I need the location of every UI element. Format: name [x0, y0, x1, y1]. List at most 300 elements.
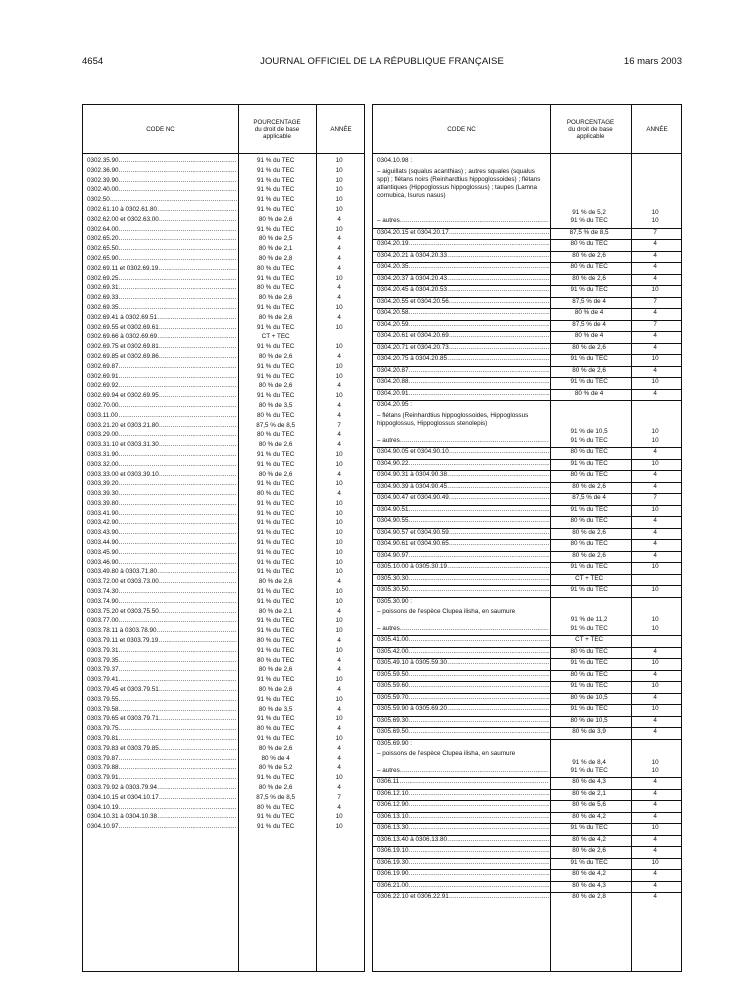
- page-header: [82, 56, 682, 70]
- header-code: CODE NC: [447, 125, 476, 133]
- table-row: [83, 343, 364, 353]
- cell-percentage: 91 % de 5,2: [572, 209, 606, 216]
- cell-year: [629, 157, 681, 168]
- cell-percentage: [549, 401, 629, 412]
- cell-code: 0302.62.00 et 0302.63.00 ……………………………………………………………………………………: [83, 216, 237, 226]
- table-row: [373, 217, 681, 228]
- cell-year: 4: [653, 789, 657, 797]
- cell-year: 10: [335, 646, 343, 654]
- cell-code: 0302.64.00 ……………………………………………………………………………………: [83, 226, 237, 236]
- table-row: [373, 505, 681, 517]
- cell-year: 10: [651, 705, 659, 713]
- cell-percentage: 80 % du TEC: [570, 670, 608, 678]
- table-row: [373, 528, 681, 540]
- cell-code: 0302.69.31 ……………………………………………………………………………………: [83, 284, 237, 294]
- cell-year: 4: [337, 352, 341, 360]
- table-row: [83, 686, 364, 696]
- cell-year: 4: [337, 264, 341, 272]
- cell-code: 0304.90.55 ……………………………………………………………………………………: [373, 517, 549, 528]
- cell-year: 4: [337, 666, 341, 674]
- cell-percentage: 91 % du TEC: [256, 735, 295, 743]
- cell-year: 10: [335, 558, 343, 566]
- cell-code: 0303.79.58 ……………………………………………………………………………………: [83, 706, 237, 716]
- cell-code: 0306.22.10 et 0306.22.91 ……………………………………………………………………………………: [373, 893, 549, 904]
- table-row: [373, 739, 681, 751]
- cell-code: 0303.32.00 ……………………………………………………………………………………: [83, 461, 237, 471]
- cell-year: 4: [653, 835, 657, 843]
- table-row: [373, 670, 681, 682]
- cell-code: 0302.39.90 ……………………………………………………………………………………: [83, 177, 237, 187]
- cell-year: 4: [337, 784, 341, 791]
- cell-code: 0304.90.39 à 0304.90.45 ……………………………………………………………………………………: [373, 483, 549, 494]
- table-row: [83, 598, 364, 608]
- cell-code: 0304.20.88 ……………………………………………………………………………………: [373, 378, 549, 389]
- table-row: [373, 777, 681, 789]
- cell-percentage: 80 % de 10,5: [570, 716, 608, 724]
- cell-percentage: 91 % du TEC: [256, 225, 295, 233]
- cell-percentage: 80 % du TEC: [570, 647, 608, 655]
- cell-code: 0306.13.40 à 0306.13.80 ……………………………………………………………………………………: [373, 836, 549, 847]
- cell-percentage: 80 % de 3,5: [258, 705, 293, 713]
- cell-year: 4: [653, 343, 657, 351]
- table-row: [83, 823, 364, 833]
- table-row: [83, 471, 364, 481]
- cell-code: 0303.79.83 et 0303.79.85 ……………………………………………………………………………………: [83, 745, 237, 755]
- cell-code: 0302.69.85 et 0302.69.86 ……………………………………………………………………………………: [83, 353, 237, 363]
- cell-year: 10: [651, 758, 659, 766]
- cell-percentage: 80 % de 2,6: [572, 528, 606, 536]
- cell-percentage: 80 % de 4: [574, 332, 604, 340]
- cell-percentage: 91 % du TEC: [570, 766, 608, 774]
- cell-percentage: 91 % du TEC: [256, 362, 295, 370]
- cell-year: 4: [337, 382, 341, 390]
- cell-percentage: 80 % de 2,8: [572, 893, 606, 901]
- cell-code: 0303.79.75 ……………………………………………………………………………………: [83, 725, 237, 735]
- cell-year: 4: [337, 294, 341, 302]
- cell-percentage: 91 % de 10,5: [570, 428, 608, 436]
- cell-percentage: 91 % du TEC: [570, 217, 608, 225]
- table-row: [373, 493, 681, 505]
- table-row: [373, 869, 681, 881]
- cell-code: 0306.11 ……………………………………………………………………………………: [373, 778, 549, 789]
- table-row: [83, 431, 364, 441]
- table-row: [83, 226, 364, 236]
- cell-year: [629, 401, 681, 412]
- cell-code: – autres ……………………………………………………………………………………: [373, 217, 549, 228]
- cell-code: 0305.30.90 :: [377, 597, 413, 605]
- cell-year: 10: [335, 588, 343, 596]
- cell-year: 10: [335, 539, 343, 547]
- cell-year: [629, 575, 681, 586]
- table-row: [83, 255, 364, 265]
- table-row: [373, 274, 681, 286]
- cell-code: 0302.69.25 ……………………………………………………………………………………: [83, 275, 237, 285]
- cell-percentage: 91 % du TEC: [570, 659, 608, 667]
- cell-code: 0304.20.15 et 0304.20.17 ……………………………………………………………………………………: [373, 229, 549, 240]
- cell-percentage: 91 % de 8,4: [572, 758, 606, 766]
- cell-code: 0302.69.41 à 0302.69.51 ……………………………………………………………………………………: [83, 314, 237, 324]
- cell-percentage: 91 % du TEC: [570, 858, 608, 866]
- cell-year: 10: [651, 209, 659, 216]
- table-row: [373, 539, 681, 551]
- page-number: 4654: [82, 56, 104, 67]
- cell-year: [314, 333, 364, 343]
- cell-year: 4: [653, 551, 657, 559]
- table-row: [83, 510, 364, 520]
- cell-year: 4: [653, 847, 657, 855]
- table-row: [373, 251, 681, 263]
- cell-year: 4: [653, 448, 657, 456]
- cell-year: 10: [335, 460, 343, 468]
- cell-percentage: 80 % de 4,2: [572, 835, 606, 843]
- cell-code: 0306.21.00 ……………………………………………………………………………………: [373, 882, 549, 893]
- cell-code: 0304.90.05 et 0304.90.10 ……………………………………………………………………………………: [373, 448, 549, 459]
- cell-percentage: 80 % de 2,6: [258, 215, 293, 223]
- cell-code: 0302.69.75 et 0302.69.81 ……………………………………………………………………………………: [83, 343, 237, 353]
- table-row: [83, 627, 364, 637]
- cell-year: 4: [337, 764, 341, 772]
- table-row: [373, 516, 681, 528]
- table-row: [83, 813, 364, 823]
- table-row: [373, 574, 681, 586]
- table-row: [373, 412, 681, 437]
- cell-percentage: 91 % du TEC: [256, 157, 295, 164]
- cell-code: 0302.69.55 et 0302.69.61 ……………………………………………………………………………………: [83, 324, 237, 334]
- cell-code: 0303.78.11 à 0303.78.90 ……………………………………………………………………………………: [83, 627, 237, 637]
- cell-percentage: 91 % du TEC: [256, 539, 295, 547]
- cell-year: 4: [337, 441, 341, 449]
- cell-year: 4: [653, 274, 657, 282]
- cell-code: 0303.79.35 ……………………………………………………………………………………: [83, 657, 237, 667]
- table-row: [83, 657, 364, 667]
- cell-percentage: 91 % du TEC: [256, 480, 295, 488]
- cell-code: 0305.10.00 à 0305.30.19 ……………………………………………………………………………………: [373, 563, 549, 574]
- cell-year: 10: [651, 616, 659, 624]
- cell-percentage: 91 % du TEC: [570, 563, 608, 571]
- cell-year: 10: [651, 378, 659, 386]
- cell-percentage: CT + TEC: [575, 574, 604, 582]
- cell-percentage: 80 % de 2,6: [572, 343, 606, 351]
- table-row: [373, 228, 681, 240]
- table-row: [83, 745, 364, 755]
- cell-percentage: 80 % du TEC: [256, 725, 295, 733]
- table-row: [83, 441, 364, 451]
- table-row: [373, 239, 681, 251]
- cell-code: 0304.20.21 à 0304.20.33 ……………………………………………………………………………………: [373, 252, 549, 263]
- cell-code: 0302.69.66 à 0302.69.69 ……………………………………………………………………………………: [83, 333, 237, 343]
- table-row: [83, 157, 364, 167]
- table-row: [83, 666, 364, 676]
- cell-year: 10: [335, 627, 343, 635]
- cell-year: 4: [337, 215, 341, 223]
- cell-percentage: 80 % de 5,2: [258, 764, 293, 772]
- cell-year: 4: [337, 411, 341, 419]
- cell-year: 7: [337, 421, 341, 429]
- cell-year: 10: [651, 428, 659, 436]
- cell-code: 0305.42.00 ……………………………………………………………………………………: [373, 648, 549, 659]
- cell-year: 4: [337, 607, 341, 615]
- cell-percentage: 91 % du TEC: [570, 682, 608, 690]
- cell-code: 0302.65.50 ……………………………………………………………………………………: [83, 245, 237, 255]
- cell-percentage: [549, 740, 629, 751]
- cell-percentage: 91 % du TEC: [570, 624, 608, 632]
- table-row: [83, 500, 364, 510]
- cell-percentage: 80 % du TEC: [256, 284, 295, 292]
- cell-code: 0303.41.90 ……………………………………………………………………………………: [83, 510, 237, 520]
- cell-percentage: 91 % du TEC: [256, 176, 295, 184]
- cell-percentage: 80 % de 5,6: [572, 801, 606, 809]
- cell-code: 0303.42.90 ……………………………………………………………………………………: [83, 519, 237, 529]
- table-row: [83, 784, 364, 794]
- header-rule: [83, 153, 364, 154]
- table-row: [373, 681, 681, 693]
- cell-year: 10: [335, 343, 343, 351]
- cell-code: 0304.10.19 ……………………………………………………………………………………: [83, 804, 237, 814]
- cell-percentage: 80 % de 2,6: [572, 274, 606, 282]
- cell-code: 0305.59.60 ……………………………………………………………………………………: [373, 682, 549, 693]
- cell-year: 10: [335, 157, 343, 164]
- cell-year: 4: [653, 240, 657, 248]
- cell-code: 0303.79.37 ……………………………………………………………………………………: [83, 666, 237, 676]
- cell-code: 0302.69.92 ……………………………………………………………………………………: [83, 382, 237, 392]
- left-rows: [83, 157, 364, 833]
- cell-year: 10: [651, 824, 659, 832]
- cell-year: 4: [653, 471, 657, 479]
- cell-year: 7: [653, 320, 657, 328]
- cell-year: 4: [653, 716, 657, 724]
- cell-year: 4: [653, 881, 657, 889]
- table-row: [83, 804, 364, 814]
- cell-percentage: 91 % du TEC: [256, 627, 295, 635]
- table-row: [373, 297, 681, 309]
- cell-code: 0303.75.20 et 0303.75.50 ……………………………………………………………………………………: [83, 608, 237, 618]
- cell-code: 0304.90.47 et 0304.90.49 ……………………………………………………………………………………: [373, 494, 549, 505]
- table-row: [83, 275, 364, 285]
- table-row: [373, 389, 681, 401]
- cell-percentage: 80 % du TEC: [570, 540, 608, 548]
- cell-percentage: 91 % du TEC: [256, 303, 295, 311]
- cell-percentage: [549, 598, 629, 609]
- cell-code: – autres ……………………………………………………………………………………: [373, 437, 549, 448]
- table-row: [83, 196, 364, 206]
- table-row: [83, 186, 364, 196]
- table-row: [83, 588, 364, 598]
- cell-year: 4: [337, 490, 341, 498]
- cell-code: 0303.39.80 ……………………………………………………………………………………: [83, 500, 237, 510]
- cell-percentage: 80 % de 2,6: [258, 686, 293, 694]
- cell-year: 10: [651, 286, 659, 294]
- cell-percentage: 91 % du TEC: [570, 505, 608, 513]
- cell-year: 4: [653, 893, 657, 901]
- cell-code: 0303.79.31 ……………………………………………………………………………………: [83, 647, 237, 657]
- cell-year: 10: [335, 597, 343, 605]
- cell-percentage: 80 % de 2,6: [572, 251, 606, 259]
- cell-year: 10: [335, 196, 343, 204]
- table-row: [373, 625, 681, 636]
- cell-year: 4: [653, 263, 657, 271]
- cell-percentage: 91 % de 11,2: [570, 616, 608, 624]
- cell-year: 4: [337, 245, 341, 253]
- cell-percentage: 80 % de 3,5: [258, 401, 293, 409]
- cell-year: 10: [651, 563, 659, 571]
- cell-percentage: 87,5 % de 8,5: [569, 228, 609, 236]
- table-row: [373, 157, 681, 168]
- cell-percentage: 80 % de 2,6: [258, 470, 293, 478]
- cell-year: 10: [335, 499, 343, 507]
- cell-year: [629, 598, 681, 609]
- table-row: [83, 706, 364, 716]
- cell-percentage: 91 % du TEC: [256, 813, 295, 821]
- cell-year: 4: [337, 431, 341, 439]
- cell-code: 0303.11.00 ……………………………………………………………………………………: [83, 412, 237, 422]
- table-row: [83, 519, 364, 529]
- cell-code: 0304.20.59 ……………………………………………………………………………………: [373, 321, 549, 332]
- cell-year: 10: [335, 372, 343, 380]
- cell-year: 10: [335, 166, 343, 174]
- cell-percentage: 80 % de 4,3: [572, 881, 606, 889]
- cell-percentage: 80 % de 2,6: [258, 313, 293, 321]
- header-year: ANNÉE: [646, 125, 668, 133]
- cell-code: 0302.69.87 ……………………………………………………………………………………: [83, 363, 237, 373]
- right-rows: [373, 157, 681, 904]
- cell-year: 10: [335, 774, 343, 782]
- cell-year: 4: [653, 251, 657, 259]
- cell-percentage: 80 % de 2,1: [572, 789, 606, 797]
- table-row: [83, 617, 364, 627]
- cell-code: 0303.79.65 et 0303.79.71 ……………………………………………………………………………………: [83, 715, 237, 725]
- cell-year: 4: [337, 313, 341, 321]
- cell-code: 0303.31.90 ……………………………………………………………………………………: [83, 451, 237, 461]
- table-row: [83, 304, 364, 314]
- header-rule: [373, 153, 681, 154]
- cell-year: 7: [653, 494, 657, 502]
- table-row: [373, 168, 681, 218]
- table-row: [373, 585, 681, 597]
- cell-percentage: 80 % de 4: [574, 309, 604, 317]
- cell-code: 0306.19.30 ……………………………………………………………………………………: [373, 859, 549, 870]
- cell-percentage: 91 % du TEC: [570, 824, 608, 832]
- cell-percentage: 91 % du TEC: [256, 823, 295, 831]
- table-row: [83, 568, 364, 578]
- table-row: [83, 608, 364, 618]
- cell-year: 4: [653, 528, 657, 536]
- table-row: [373, 447, 681, 459]
- cell-code: 0302.36.90 ……………………………………………………………………………………: [83, 167, 237, 177]
- cell-year: 7: [337, 793, 341, 801]
- cell-code: 0303.79.11 et 0303.79.19 ……………………………………………………………………………………: [83, 637, 237, 647]
- cell-percentage: 91 % du TEC: [570, 705, 608, 713]
- header-year: ANNÉE: [330, 125, 352, 133]
- cell-percentage: CT + TEC: [575, 636, 604, 644]
- table-row: [83, 206, 364, 216]
- cell-code: 0306.12.90 ……………………………………………………………………………………: [373, 801, 549, 812]
- table-row: [83, 725, 364, 735]
- table-row: [83, 480, 364, 490]
- table-row: [373, 331, 681, 343]
- table-row: [373, 716, 681, 728]
- cell-percentage: 80 % de 2,6: [258, 744, 293, 752]
- cell-code: 0304.90.57 et 0304.90.59 ……………………………………………………………………………………: [373, 529, 549, 540]
- table-row: [83, 177, 364, 187]
- cell-percentage: 80 % de 2,6: [572, 366, 606, 374]
- cell-percentage: 80 % du TEC: [256, 431, 295, 439]
- cell-percentage: 80 % du TEC: [256, 411, 295, 419]
- cell-percentage: 91 % du TEC: [256, 568, 295, 576]
- cell-code: 0303.74.30 ……………………………………………………………………………………: [83, 588, 237, 598]
- cell-year: 10: [651, 459, 659, 467]
- cell-year: 10: [335, 480, 343, 488]
- table-row: [373, 262, 681, 274]
- header-code: CODE NC: [146, 125, 175, 133]
- table-row: [373, 892, 681, 904]
- cell-code: 0302.69.35 ……………………………………………………………………………………: [83, 304, 237, 314]
- cell-year: 4: [337, 401, 341, 409]
- table-row: [373, 635, 681, 647]
- journal-title: JOURNAL OFFICIEL DE LA RÉPUBLIQUE FRANÇAISE: [260, 56, 504, 67]
- cell-percentage: 80 % du TEC: [256, 656, 295, 664]
- cell-year: 10: [335, 176, 343, 184]
- cell-percentage: 91 % du TEC: [256, 186, 295, 194]
- cell-code: 0303.79.55 ……………………………………………………………………………………: [83, 696, 237, 706]
- cell-year: 4: [653, 801, 657, 809]
- cell-percentage: 80 % du TEC: [570, 263, 608, 271]
- cell-percentage: 80 % de 2,6: [572, 551, 606, 559]
- cell-code: – autres ……………………………………………………………………………………: [373, 767, 549, 778]
- cell-year: 4: [337, 235, 341, 243]
- table-row: [373, 366, 681, 378]
- table-row: [83, 451, 364, 461]
- table-row: [373, 562, 681, 574]
- cell-year: 10: [335, 519, 343, 527]
- cell-code: 0304.90.51 ……………………………………………………………………………………: [373, 506, 549, 517]
- cell-code: 0304.20.19 ……………………………………………………………………………………: [373, 240, 549, 251]
- publication-date: 16 mars 2003: [623, 56, 682, 67]
- cell-year: 4: [653, 540, 657, 548]
- cell-code: 0302.35.90 ……………………………………………………………………………………: [83, 157, 237, 167]
- cell-year: 4: [653, 332, 657, 340]
- table-row: [83, 578, 364, 588]
- table-row: [83, 647, 364, 657]
- table-row: [83, 216, 364, 226]
- table-row: [83, 333, 364, 343]
- cell-code: 0304.20.87 ……………………………………………………………………………………: [373, 367, 549, 378]
- cell-code: 0303.21.20 et 0303.21.80 ……………………………………………………………………………………: [83, 422, 237, 432]
- cell-year: 4: [337, 803, 341, 811]
- table-row: [83, 373, 364, 383]
- cell-year: 4: [337, 470, 341, 478]
- cell-code: 0304.10.97 ……………………………………………………………………………………: [83, 823, 237, 833]
- cell-code: 0303.79.41 ……………………………………………………………………………………: [83, 676, 237, 686]
- cell-percentage: 91 % du TEC: [256, 166, 295, 174]
- cell-year: 10: [335, 548, 343, 556]
- table-row: [83, 715, 364, 725]
- cell-year: 4: [653, 693, 657, 701]
- header-percentage: POURCENTAGE du droit de base applicable: [253, 118, 301, 140]
- cell-code: 0303.79.81 ……………………………………………………………………………………: [83, 735, 237, 745]
- cell-year: 10: [335, 813, 343, 821]
- cell-percentage: 91 % du TEC: [256, 529, 295, 537]
- cell-year: 10: [651, 586, 659, 594]
- cell-year: 10: [335, 715, 343, 723]
- table-row: [373, 789, 681, 801]
- cell-code: 0304.90.22 ……………………………………………………………………………………: [373, 460, 549, 471]
- cell-percentage: 87,5 % de 8,5: [256, 421, 296, 429]
- cell-percentage: 91 % du TEC: [256, 509, 295, 517]
- cell-percentage: 91 % du TEC: [256, 343, 295, 351]
- cell-code: 0306.13.10 ……………………………………………………………………………………: [373, 813, 549, 824]
- cell-percentage: 91 % du TEC: [570, 286, 608, 294]
- cell-code: 0304.90.61 et 0304.90.65 ……………………………………………………………………………………: [373, 540, 549, 551]
